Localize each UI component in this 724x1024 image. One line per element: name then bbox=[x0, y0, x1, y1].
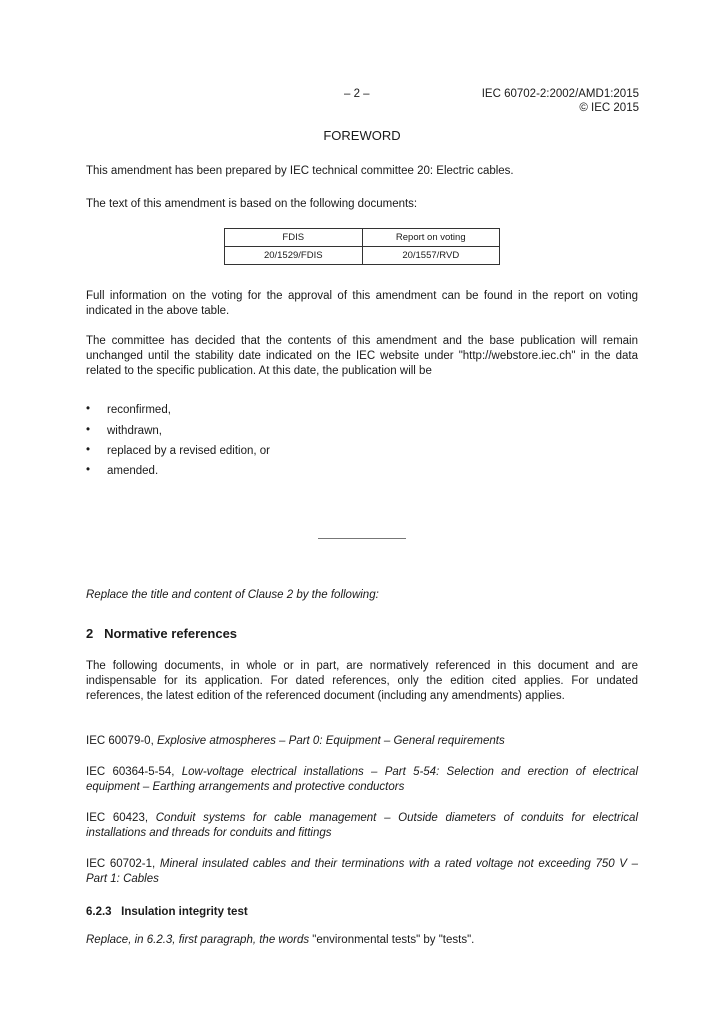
reference-id: IEC 60423, bbox=[86, 812, 149, 824]
table-header-report: Report on voting bbox=[362, 229, 500, 247]
clause-2-heading: 2 Normative references bbox=[86, 626, 238, 641]
clause-2-intro: The following documents, in whole or in part, are normatively referenced in this document and are indispensable for its application. For dated references, only the edition cited applies. For undated references, the latest edition of the referenced document (including any amendments) applies. bbox=[86, 660, 638, 702]
table-cell-fdis: 20/1529/FDIS bbox=[225, 247, 363, 265]
reference-item bbox=[86, 765, 638, 795]
foreword-title: FOREWORD bbox=[323, 128, 401, 143]
reference-id: IEC 60364-5-54, bbox=[86, 766, 175, 778]
reference-title: Mineral insulated cables and their terminations with a rated voltage not exceeding 750 V – Part 1: Cables bbox=[86, 858, 638, 885]
table-header-fdis: FDIS bbox=[225, 229, 363, 247]
reference-title: Conduit systems for cable management – Outside diameters of conduits for electrical installations and threads for conduits and fittings bbox=[86, 812, 638, 839]
reference-title: Low-voltage electrical installations – Part 5-54: Selection and erection of electrical equipment – Earthing arrangements and protective conductors bbox=[86, 766, 639, 793]
subclause-heading: 6.2.3 Insulation integrity test bbox=[86, 906, 248, 918]
foreword-paragraph-2: The text of this amendment is based on the following documents: bbox=[86, 198, 418, 210]
reference-id: IEC 60702-1, bbox=[86, 858, 156, 870]
subclause-instruction bbox=[86, 933, 638, 948]
reference-item bbox=[86, 811, 638, 841]
reference-item bbox=[86, 734, 638, 749]
foreword-paragraph-3: Full information on the voting for the approval of this amendment can be found in the report on voting indicated in the above table. bbox=[86, 290, 638, 317]
foreword-paragraph-4: The committee has decided that the contents of this amendment and the base publication will remain unchanged until the stability date indicated on the IEC website under "http://webstore.iec.ch" in the data related to the specific publication. At this date, the publication will be bbox=[86, 335, 638, 377]
reference-item bbox=[86, 857, 638, 887]
instruction-prefix: Replace, in 6.2.3, first paragraph, the words bbox=[86, 934, 310, 946]
foreword-paragraph-1: This amendment has been prepared by IEC technical committee 20: Electric cables. bbox=[86, 165, 514, 177]
separator-line bbox=[318, 538, 406, 539]
voting-table bbox=[224, 228, 500, 265]
instruction-rest: "environmental tests" by "tests". bbox=[312, 934, 475, 946]
bullet-icon: • bbox=[86, 464, 91, 476]
bullet-icon: • bbox=[86, 403, 91, 415]
bullet-icon: • bbox=[86, 424, 91, 436]
copyright: © IEC 2015 bbox=[579, 102, 639, 114]
bullet-icon: • bbox=[86, 444, 91, 456]
table-cell-rvd: 20/1557/RVD bbox=[362, 247, 500, 265]
reference-id: IEC 60079-0, bbox=[86, 735, 154, 747]
clause-2-instruction: Replace the title and content of Clause 2 by the following: bbox=[86, 589, 379, 601]
document-id: IEC 60702-2:2002/AMD1:2015 bbox=[481, 88, 639, 100]
page-number: – 2 – bbox=[344, 88, 370, 100]
reference-title: Explosive atmospheres – Part 0: Equipment – General requirements bbox=[156, 735, 505, 747]
